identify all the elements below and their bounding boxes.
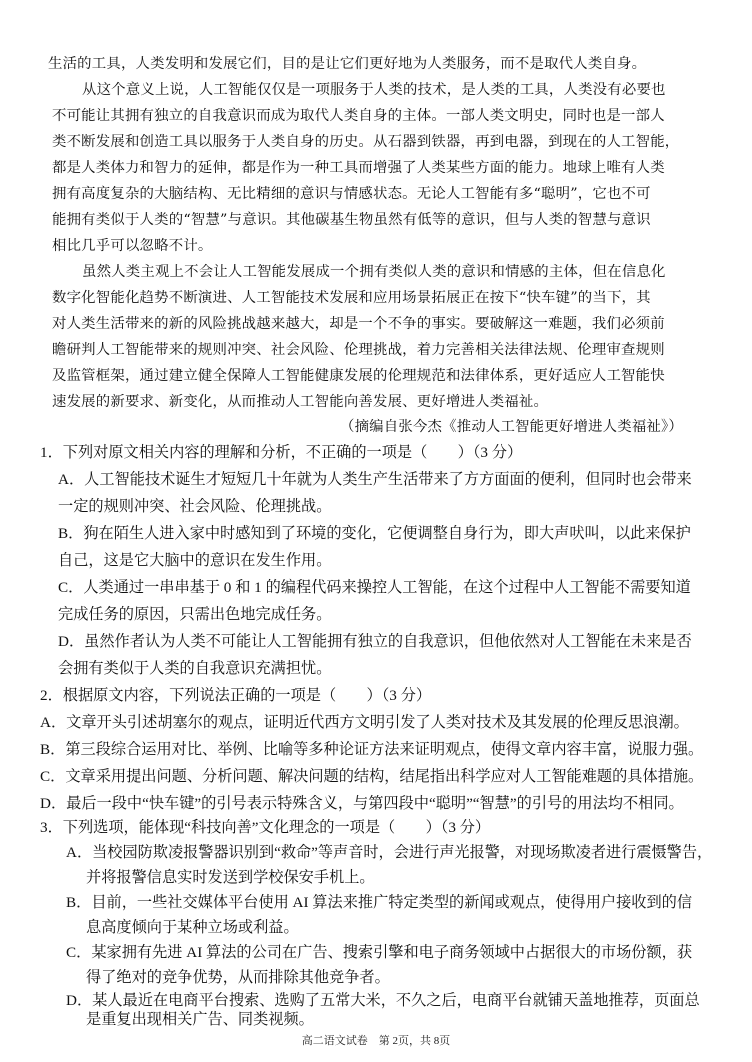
- question-3-option-c: C．某家拥有先进 AI 算法的公司在广告、搜索引擎和电子商务领域中占据很大的市场份额，获: [66, 944, 693, 961]
- passage-line: 不可能让其拥有独立的自我意识而成为取代人类自身的主体。一部人类文明史，同时也是一部人: [52, 108, 665, 124]
- question-3-option-c-cont: 得了绝对的竞争优势，从而排除其他竞争者。: [86, 969, 390, 986]
- question-3-option-a-cont: 并将报警信息实时发送到学校保安手机上。: [86, 869, 375, 886]
- question-3-option-b-cont: 息高度倾向于某种立场或利益。: [86, 919, 299, 936]
- page-footer: 高二语文试卷 第 2页，共 8页: [301, 1035, 451, 1047]
- passage-line: 虽然人类主观上不会让人工智能发展成一个拥有类似人类的意识和情感的主体，但在信息化: [82, 264, 666, 280]
- question-3-option-a: A．当校园防欺凌报警器识别到“救命”等声音时，会进行声光报警，对现场欺凌者进行震慑警告，: [66, 844, 713, 861]
- question-2-option-c: C．文章采用提出问题、分析问题、解决问题的结构，结尾指出科学应对人工智能难题的具体措施。: [40, 768, 704, 785]
- passage-line: 能拥有类似于人类的“智慧”与意识。其他碳基生物虽然有低等的意识，但与人类的智慧与意识: [52, 212, 651, 228]
- question-1-option-d: D．虽然作者认为人类不可能让人工智能拥有独立的自我意识，但他依然对人工智能在未来是否: [58, 633, 692, 650]
- passage-line: 速发展的新要求、新变化，从而推动人工智能向善发展、更好增进人类福祉。: [52, 394, 549, 410]
- passage-line: 类不断发展和创造工具以服务于人类自身的历史。从石器到铁器，再到电器，到现在的人工智能，: [52, 134, 680, 150]
- passage-line: 生活的工具，人类发明和发展它们，目的是让它们更好地为人类服务，而不是取代人类自身。: [48, 56, 647, 72]
- passage-line: 都是人类体力和智力的延伸，都是作为一种工具而增强了人类某些方面的能力。地球上唯有人类: [52, 160, 665, 176]
- passage-line: 拥有高度复杂的大脑结构、无比精细的意识与情感状态。无论人工智能有多“聪明”，它也不可: [52, 186, 651, 202]
- question-3-option-b: B．目前，一些社交媒体平台使用 AI 算法来推广特定类型的新闻或观点，使得用户接收到的信: [66, 894, 693, 911]
- passage-line: 及监管框架，通过建立健全保障人工智能健康发展的伦理规范和法律体系，更好适应人工智能快: [52, 368, 665, 384]
- question-3-stem: 3．下列选项，能体现“科技向善”文化理念的一项是（ ）（3 分）: [40, 819, 491, 836]
- question-2-option-a: A．文章开头引述胡塞尔的观点，证明近代西方文明引发了人类对技术及其发展的伦理反思浪潮。: [40, 714, 689, 731]
- question-1-option-a-cont: 一定的规则冲突、社会风险、伦理挑战。: [58, 498, 332, 515]
- question-2-stem: 2．根据原文内容，下列说法正确的一项是（ ）（3 分）: [40, 687, 432, 704]
- passage-line: 从这个意义上说，人工智能仅仅是一项服务于人类的技术，是人类的工具，人类没有必要也: [82, 82, 666, 98]
- passage-line: 相比几乎可以忽略不计。: [52, 238, 213, 254]
- passage-line: 数字化智能化趋势不断演进、人工智能技术发展和应用场景拓展正在按下“快车键”的当下，其: [52, 290, 651, 306]
- question-2-option-d: D．最后一段中“快车键”的引号表示特殊含义，与第四段中“聪明”“智慧”的引号的用法均不相同。: [40, 795, 684, 812]
- question-1-option-d-cont: 会拥有类似于人类的自我意识充满担忧。: [58, 660, 332, 677]
- question-1-option-b-cont: 自己，这是它大脑中的意识在发生作用。: [58, 552, 332, 569]
- question-2-option-b: B．第三段综合运用对比、举例、比喻等多种论证方法来证明观点，使得文章内容丰富，说服力强。: [40, 741, 704, 758]
- question-1-option-a: A．人工智能技术诞生才短短几十年就为人类生产生活带来了方方面面的便利，但同时也会带来: [58, 471, 692, 488]
- question-1-option-c: C．人类通过一串串基于 0 和 1 的编程代码来操控人工智能，在这个过程中人工智能不需要知道: [58, 579, 691, 596]
- question-1-stem: 1．下列对原文相关内容的理解和分析，不正确的一项是（ ）（3 分）: [40, 444, 523, 461]
- question-1-option-c-cont: 完成任务的原因，只需出色地完成任务。: [58, 606, 332, 623]
- question-3-option-d: D．某人最近在电商平台搜索、选购了五常大米，不久之后，电商平台就铺天盖地推荐，页面总: [66, 992, 700, 1009]
- passage-source: （摘编自张今杰《推动人工智能更好增进人类福祉》）: [340, 419, 683, 435]
- passage-line: 对人类生活带来的新的风险挑战越来越大，却是一个不争的事实。要破解这一难题，我们必须前: [52, 316, 665, 332]
- passage-line: 瞻研判人工智能带来的规则冲突、社会风险、伦理挑战，着力完善相关法律法规、伦理审查规则: [52, 342, 665, 358]
- question-3-option-d-cont: 是重复出现相关广告、同类视频。: [86, 1011, 314, 1028]
- question-1-option-b: B．狗在陌生人进入家中时感知到了环境的变化，它便调整自身行为，即大声吠叫，以此来保护: [58, 525, 691, 542]
